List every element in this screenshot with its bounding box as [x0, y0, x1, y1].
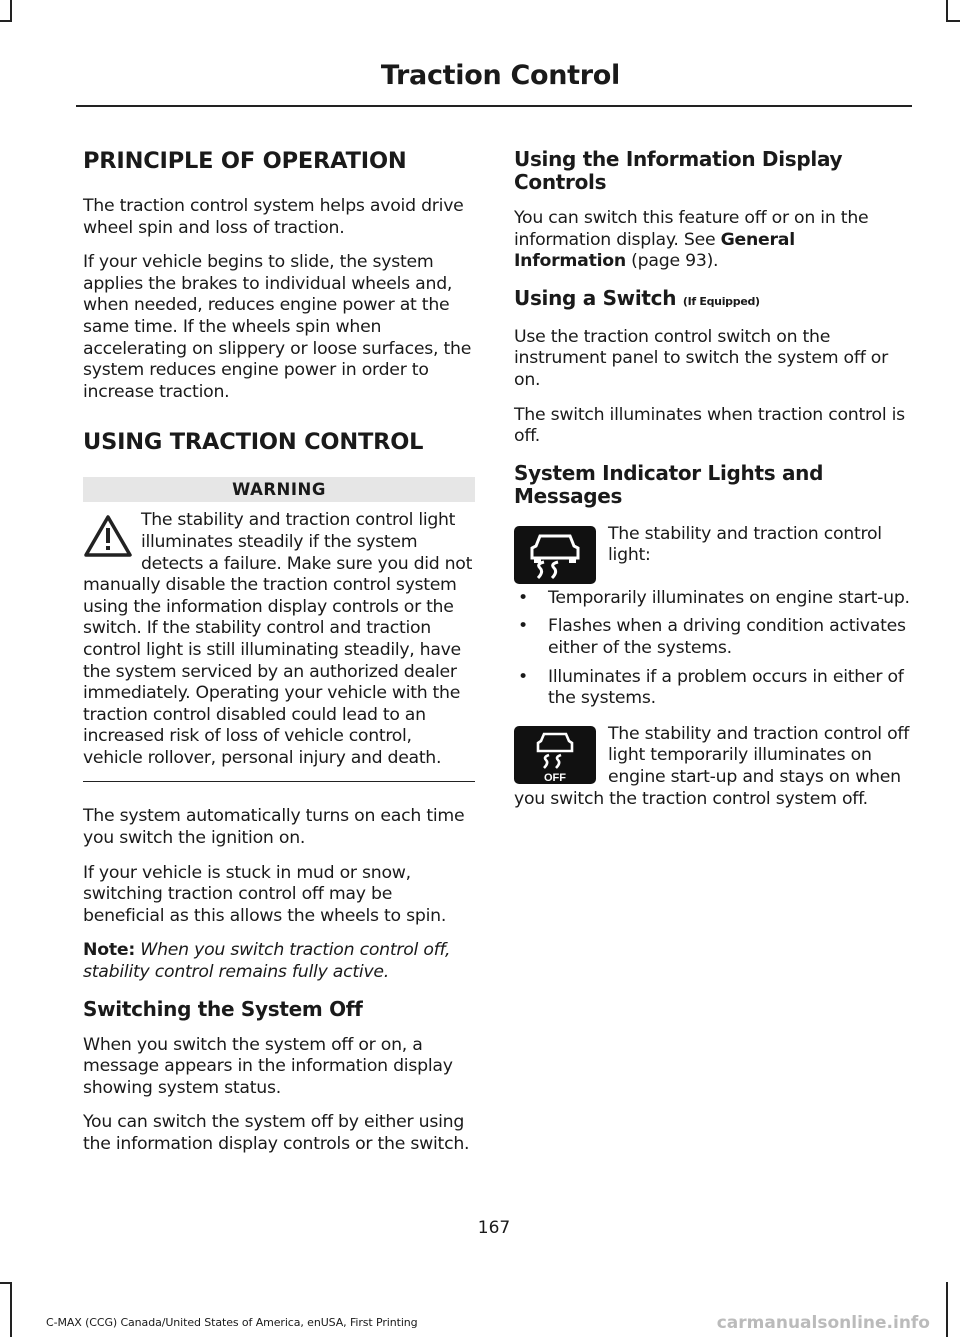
watermark: carmanualsonline.info [716, 1313, 930, 1333]
paragraph: The switch illuminates when traction control is off. [514, 404, 905, 447]
crop-mark [0, 20, 12, 22]
heading-indicator-lights: System Indicator Lights and Messages [514, 460, 824, 508]
list-item: • Illuminates if a problem occurs in either of the systems. [514, 667, 910, 710]
list-item: • Flashes when a driving condition activates either of the systems. [514, 616, 910, 659]
traction-control-light-icon [514, 526, 596, 584]
indicator-bullet-list [514, 588, 910, 710]
paragraph: If your vehicle begins to slide, the system applies the brakes to individual wheels and, when needed, reduces engine power at the same time. If the wheels spin when accelerating on slippery or loose surfaces, the system reduces engine power in order to increase traction. [83, 252, 472, 402]
paragraph: The traction control system helps avoid drive wheel spin and loss of traction. [83, 196, 464, 238]
indicator-block-1 [514, 522, 910, 588]
list-item: • Temporarily illuminates on engine start-up. [514, 588, 910, 610]
text: (page 93). [625, 251, 719, 272]
page-number: 167 [477, 1218, 511, 1238]
heading-info-display: Using the Information Display Controls [514, 147, 843, 194]
heading-text: Using a Switch [514, 285, 677, 310]
paragraph: Use the traction control switch on the instrument panel to switch the system off or on. [514, 326, 888, 390]
warning-text: The stability and traction control light illuminates steadily if the system detects a failure. Make sure you did not manually disable the traction control system using the information display controls or the switch. If the stability control and traction control light is still illuminating steadily, have the system serviced by an authorized dealer immediately. Operating your vehicle with the traction control disabled could lead to an increased risk of loss of vehicle control, vehicle rollover, personal injury and death. [83, 510, 473, 768]
paragraph: The system automatically turns on each time you switch the ignition on. [83, 806, 465, 849]
warning-box [83, 510, 475, 769]
paragraph: You can switch the system off by either using the information display controls or the switch. [83, 1112, 470, 1154]
crop-mark [946, 0, 948, 22]
heading-principle: PRINCIPLE OF OPERATION [83, 148, 407, 174]
heading-qualifier: (If Equipped) [682, 294, 760, 308]
heading-switching: Switching the System Off [83, 996, 363, 1021]
page-title: Traction Control [380, 60, 620, 91]
traction-control-off-light-icon [514, 726, 596, 784]
left-column [83, 140, 475, 1169]
crop-mark [946, 20, 960, 22]
paragraph: If your vehicle is stuck in mud or snow, switching traction control off may be beneficial as this allows the wheels to spin. [83, 862, 447, 926]
indicator-block-2 [514, 720, 910, 810]
warning-label: WARNING [83, 477, 475, 502]
crop-mark [946, 1282, 948, 1337]
text: You can switch this feature off or on in the information display. See [514, 208, 869, 250]
note-text: When you switch traction control off, stability control remains fully active. [83, 940, 451, 983]
heading-using-switch [514, 287, 910, 313]
warning-rule [83, 781, 475, 782]
note-label: Note: [83, 940, 135, 961]
right-column [514, 140, 910, 823]
off-label: OFF [544, 771, 566, 784]
footer-text: C-MAX (CCG) Canada/United States of America, enUSA, First Printing [46, 1316, 418, 1329]
paragraph [514, 208, 910, 273]
cross-reference-link[interactable]: General Information [514, 229, 795, 272]
paragraph: When you switch the system off or on, a message appears in the information display showing system status. [83, 1034, 453, 1098]
warning-triangle-icon [83, 514, 137, 560]
crop-mark [10, 0, 12, 22]
heading-using: USING TRACTION CONTROL [83, 429, 424, 456]
header-rule [76, 105, 912, 107]
note [83, 940, 475, 983]
crop-mark [10, 1282, 12, 1337]
indicator-text: The stability and traction control light: [608, 523, 882, 566]
crop-mark [0, 1282, 12, 1284]
indicator-text: The stability and traction control off light temporarily illuminates on engine start-up and stays on when you switch the traction control system off. [514, 723, 910, 809]
